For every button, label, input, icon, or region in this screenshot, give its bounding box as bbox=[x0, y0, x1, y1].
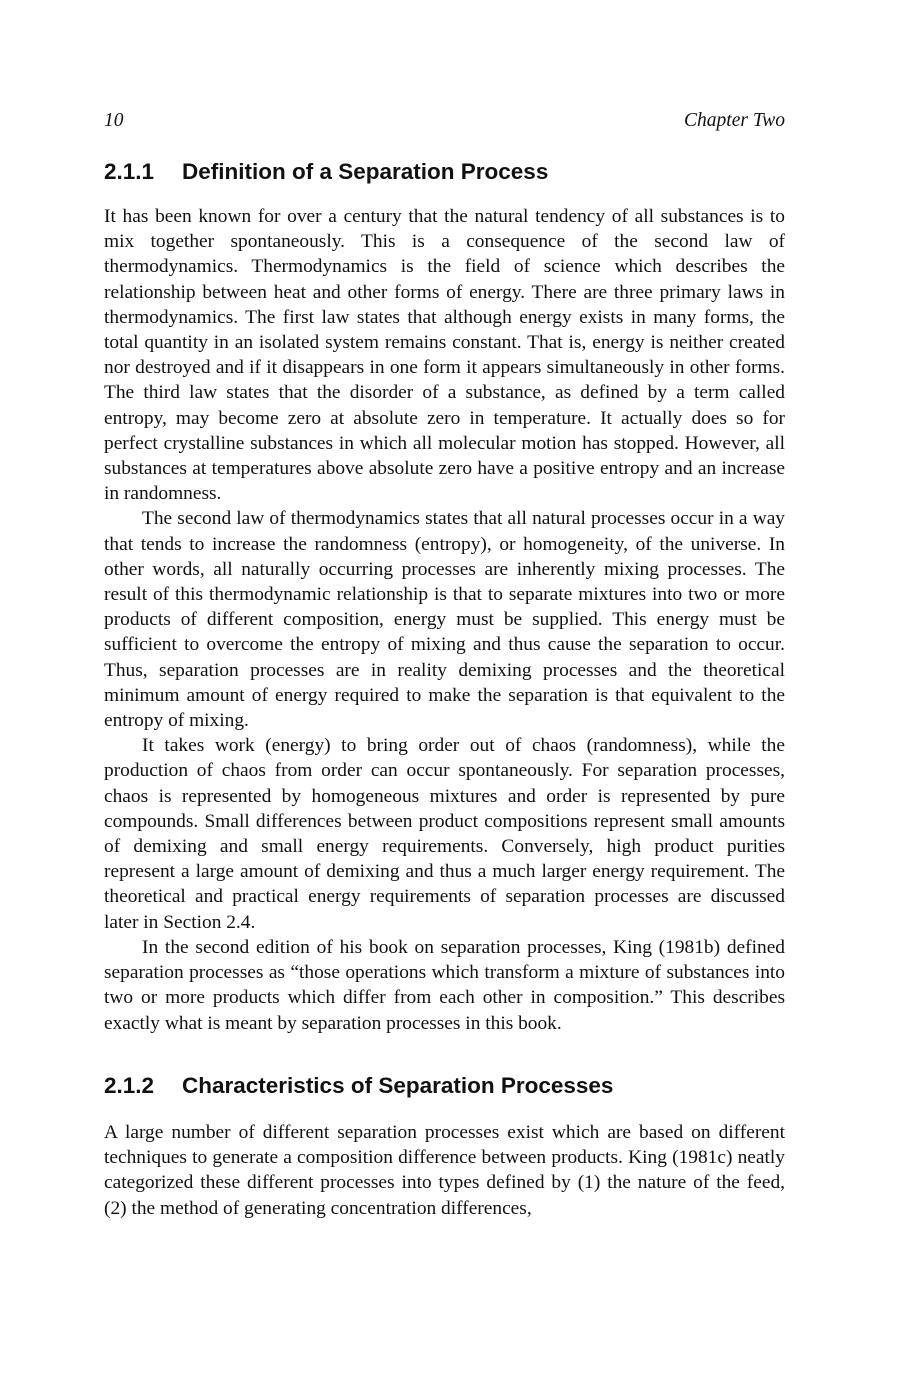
section-title: Definition of a Separation Process bbox=[182, 159, 549, 184]
paragraph: It has been known for over a century that the natural tendency of all substances is to mix together spontaneously. This is a consequence of the second law of thermodynamics. Thermodynamics is the field of science which describes the relationship between heat and other forms of energy. There are three primary laws in thermodynamics. The first law states that although energy exists in many forms, the total quantity in an isolated system remains constant. That is, energy is neither created nor destroyed and if it disappears in one form it appears simultaneously in other forms. The third law states that the disorder of a substance, as defined by a term called entropy, may become zero at absolute zero in temperature. It actually does so for perfect crystalline substances in which all molecular motion has stopped. However, all substances at temperatures above absolute zero have a positive entropy and an increase in randomness. bbox=[104, 206, 785, 505]
section-body-2-1-1 bbox=[104, 204, 785, 1036]
paragraph: In the second edition of his book on separation processes, King (1981b) defined separation processes as “those operations which transform a mixture of substances into two or more products which differ from each other in composition.” This describes exactly what is meant by separation processes in this book. bbox=[104, 936, 785, 1034]
section-heading-2-1-2 bbox=[104, 1073, 613, 1099]
section-heading-2-1-1 bbox=[104, 159, 548, 185]
section-body-2-1-2 bbox=[104, 1120, 785, 1221]
running-head bbox=[104, 110, 785, 136]
section-number: 2.1.1 bbox=[104, 159, 155, 184]
section-title: Characteristics of Separation Processes bbox=[182, 1073, 614, 1098]
section-number: 2.1.2 bbox=[104, 1073, 155, 1098]
paragraph: The second law of thermodynamics states that all natural processes occur in a way that tends to increase the randomness (entropy), or homogeneity, of the universe. In other words, all naturally occurring processes are inherently mixing processes. The result of this thermodynamic relationship is that to separate mixtures into two or more products of different composition, energy must be supplied. This energy must be sufficient to overcome the entropy of mixing and thus cause the separation to occur. Thus, separation processes are in reality demixing processes and the theoretical minimum amount of energy required to make the separation is that equivalent to the entropy of mixing. bbox=[104, 508, 785, 732]
page-number: 10 bbox=[104, 110, 124, 131]
chapter-title: Chapter Two bbox=[684, 110, 785, 131]
paragraph: It takes work (energy) to bring order out of chaos (randomness), while the production of chaos from order can occur spontaneously. For separation processes, chaos is represented by homogeneous mixtures and order is represented by pure compounds. Small differences between product compositions represent small amounts of demixing and small energy requirements. Conversely, high product purities represent a large amount of demixing and thus a much larger energy requirement. The theoretical and practical energy requirements of separation processes are discussed later in Section 2.4. bbox=[104, 735, 785, 933]
paragraph: A large number of different separation processes exist which are based on different techniques to generate a composition difference between products. King (1981c) neatly categorized these different processes into types defined by (1) the nature of the feed, (2) the method of generating concentration differences, bbox=[104, 1122, 785, 1219]
